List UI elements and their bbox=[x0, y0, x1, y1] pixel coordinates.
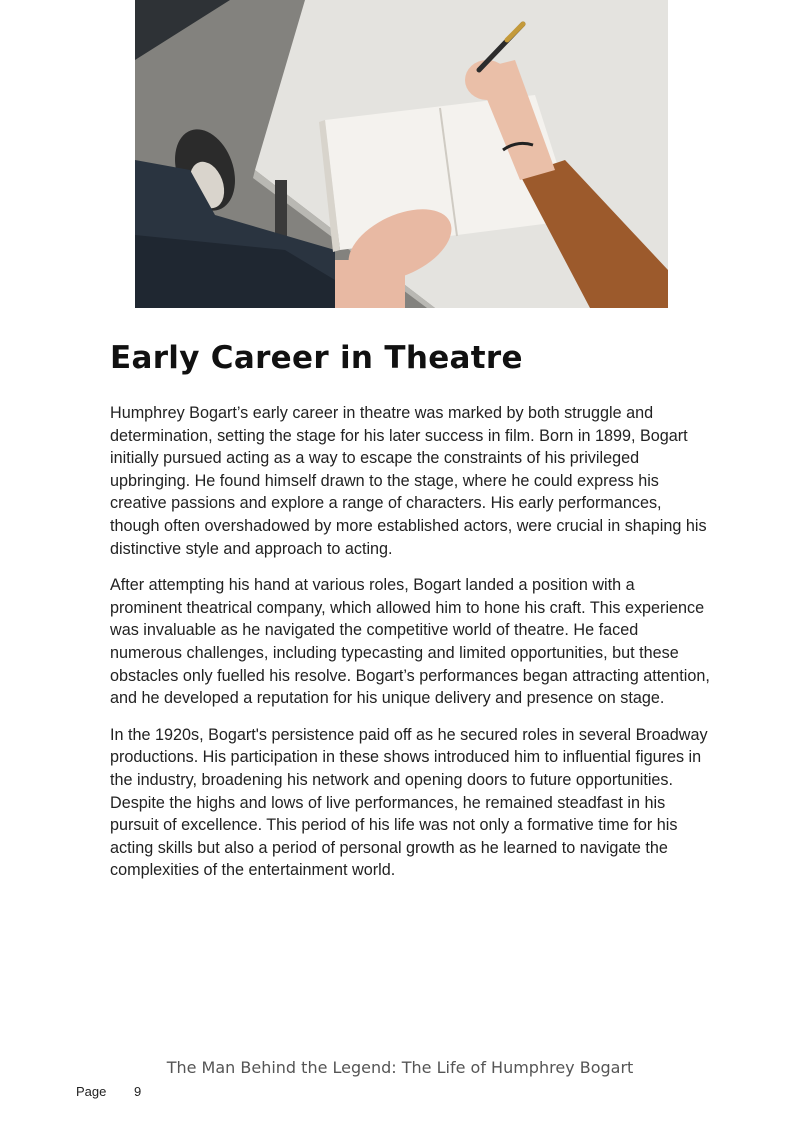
hero-image bbox=[135, 0, 668, 308]
paragraph: Humphrey Bogart’s early career in theatre was marked by both struggle and determination, setting the stage for his later success in film. Born in 1899, Bogart initially pursued acting as a way to escape the constraints of his privileged upbringing. He found himself drawn to the stage, where he could express his creative passions and explore a range of characters. His early performances, though often overshadowed by more established actors, were crucial in shaping his distinctive style and approach to acting. bbox=[110, 404, 707, 558]
page-label: Page bbox=[76, 1084, 107, 1099]
footer-book-title: The Man Behind the Legend: The Life of Humphrey Bogart bbox=[166, 1058, 634, 1077]
page-number: 9 bbox=[134, 1084, 142, 1099]
paragraph: In the 1920s, Bogart's persistence paid off as he secured roles in several Broadway productions. His participation in these shows introduced him to influential figures in the industry, broadening his network and opening doors to future opportunities. Despite the highs and lows of live performances, he remained steadfast in his pursuit of excellence. This period of his life was not only a formative time for his acting skills but also a period of personal growth as he learned to navigate the complexities of the entertainment world. bbox=[110, 725, 708, 880]
paragraph: After attempting his hand at various roles, Bogart landed a position with a prominent theatrical company, which allowed him to hone his craft. This experience was invaluable as he navigated the competitive world of theatre. He faced numerous challenges, including typecasting and limited opportunities, but these obstacles only fuelled his resolve. Bogart’s performances began attracting attention, and he developed a reputation for his unique delivery and presence on stage. bbox=[110, 576, 710, 708]
writing-photo-icon bbox=[135, 0, 668, 308]
article-body bbox=[110, 402, 710, 896]
section-heading: Early Career in Theatre bbox=[110, 340, 523, 376]
